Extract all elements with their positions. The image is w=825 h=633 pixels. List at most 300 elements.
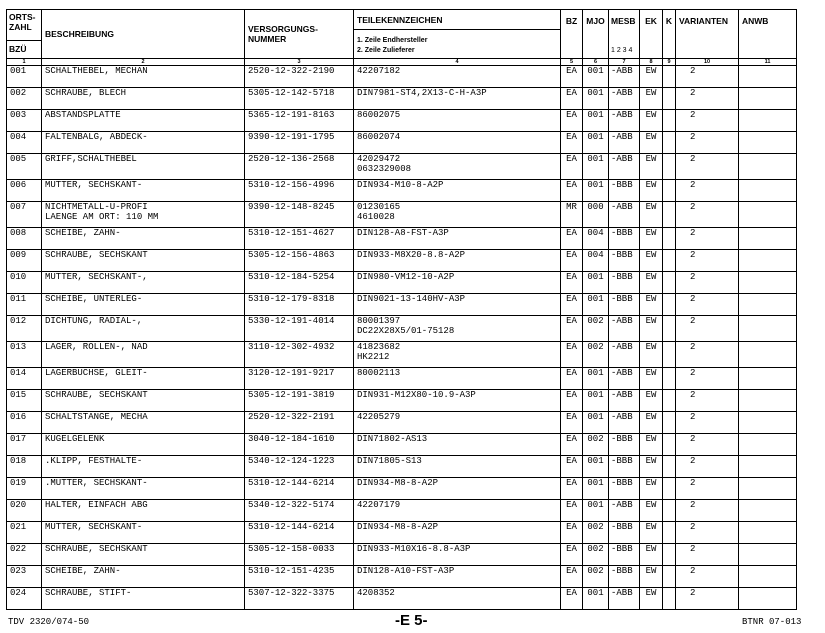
- cell-beschreibung-line: ABSTANDSPLATTE: [45, 110, 121, 120]
- cell-teilekennzeichen-line: 4610028: [357, 212, 395, 222]
- cell-anwb: [739, 110, 797, 132]
- cell-mesb: -BBB: [609, 294, 640, 316]
- cell-anwb: [739, 522, 797, 544]
- cell-varianten: 2: [676, 522, 739, 544]
- cell-beschreibung: [42, 88, 245, 110]
- cell-ortszahl: 014: [7, 368, 42, 390]
- cell-mjo: 000: [583, 202, 609, 228]
- cell-versorgungsnummer: 2520-12-136-2568: [245, 154, 354, 180]
- cell-bz: EA: [561, 588, 583, 610]
- table-row: [7, 316, 797, 342]
- column-number: 10: [676, 59, 739, 66]
- cell-k: [663, 180, 676, 202]
- cell-bz: EA: [561, 110, 583, 132]
- header-row: [7, 10, 797, 59]
- cell-beschreibung-line: SCHEIBE, ZAHN-: [45, 566, 121, 576]
- cell-ortszahl: 001: [7, 66, 42, 88]
- cell-beschreibung-line: DICHTUNG, RADIAL-,: [45, 316, 143, 326]
- cell-beschreibung: [42, 66, 245, 88]
- cell-varianten: 2: [676, 110, 739, 132]
- cell-anwb: [739, 132, 797, 154]
- cell-beschreibung-line: .MUTTER, SECHSKANT-: [45, 478, 148, 488]
- cell-varianten: 2: [676, 66, 739, 88]
- cell-k: [663, 202, 676, 228]
- cell-bz: EA: [561, 544, 583, 566]
- cell-versorgungsnummer: 9390-12-148-8245: [245, 202, 354, 228]
- table-row: [7, 294, 797, 316]
- parts-table: [6, 9, 797, 610]
- cell-teilekennzeichen: [354, 390, 561, 412]
- cell-ek: EW: [640, 180, 663, 202]
- cell-bz: EA: [561, 522, 583, 544]
- cell-k: [663, 294, 676, 316]
- cell-anwb: [739, 228, 797, 250]
- cell-anwb: [739, 434, 797, 456]
- cell-teilekennzeichen-line: 4208352: [357, 588, 395, 598]
- cell-teilekennzeichen: [354, 294, 561, 316]
- cell-teilekennzeichen: [354, 342, 561, 368]
- cell-ek: EW: [640, 66, 663, 88]
- cell-anwb: [739, 412, 797, 434]
- cell-beschreibung: [42, 294, 245, 316]
- cell-teilekennzeichen-line: DIN71802-AS13: [357, 434, 428, 444]
- cell-k: [663, 228, 676, 250]
- cell-mjo: 002: [583, 522, 609, 544]
- cell-ek: EW: [640, 272, 663, 294]
- cell-bz: EA: [561, 368, 583, 390]
- cell-teilekennzeichen: [354, 66, 561, 88]
- table-row: [7, 412, 797, 434]
- cell-bz: EA: [561, 228, 583, 250]
- table-row: [7, 434, 797, 456]
- cell-ortszahl: 022: [7, 544, 42, 566]
- cell-ek: EW: [640, 316, 663, 342]
- cell-teilekennzeichen-line: 42207179: [357, 500, 401, 510]
- cell-mesb: -ABB: [609, 132, 640, 154]
- table-row: [7, 228, 797, 250]
- header-zeile1: 1. Zeile Endhersteller: [357, 37, 428, 44]
- cell-mesb: -ABB: [609, 66, 640, 88]
- cell-k: [663, 588, 676, 610]
- cell-beschreibung-line: LAGERBUCHSE, GLEIT-: [45, 368, 148, 378]
- cell-beschreibung-line: SCHALTHEBEL, MECHAN: [45, 66, 148, 76]
- table-row: [7, 180, 797, 202]
- cell-bz: EA: [561, 478, 583, 500]
- cell-k: [663, 544, 676, 566]
- cell-teilekennzeichen-line: DIN931-M12X80-10.9-A3P: [357, 390, 476, 400]
- table-row: [7, 88, 797, 110]
- cell-teilekennzeichen-line: 01230165: [357, 202, 401, 212]
- table-row: [7, 390, 797, 412]
- cell-mesb: -ABB: [609, 412, 640, 434]
- cell-ek: EW: [640, 412, 663, 434]
- cell-teilekennzeichen: [354, 544, 561, 566]
- cell-teilekennzeichen: [354, 434, 561, 456]
- cell-ek: EW: [640, 342, 663, 368]
- cell-mesb: -BBB: [609, 522, 640, 544]
- cell-bz: EA: [561, 342, 583, 368]
- cell-teilekennzeichen-line: 41823682: [357, 342, 401, 352]
- cell-versorgungsnummer: 5307-12-322-3375: [245, 588, 354, 610]
- cell-teilekennzeichen-line: DIN933-M8X20-8.8-A2P: [357, 250, 466, 260]
- header-ek-label: EK: [645, 16, 657, 26]
- cell-mjo: 002: [583, 544, 609, 566]
- cell-varianten: 2: [676, 588, 739, 610]
- footer-document-id: TDV 2320/074-50: [8, 617, 90, 627]
- cell-beschreibung-line: SCHRAUBE, SECHSKANT: [45, 544, 148, 554]
- cell-ortszahl: 010: [7, 272, 42, 294]
- header-beschreibung-label: BESCHREIBUNG: [45, 29, 114, 39]
- cell-teilekennzeichen: [354, 272, 561, 294]
- cell-teilekennzeichen-line: DIN933-M10X16-8.8-A3P: [357, 544, 471, 554]
- table-row: [7, 250, 797, 272]
- cell-ek: EW: [640, 522, 663, 544]
- cell-mjo: 004: [583, 228, 609, 250]
- table-row: [7, 154, 797, 180]
- cell-mjo: 001: [583, 132, 609, 154]
- cell-mesb: -ABB: [609, 588, 640, 610]
- cell-ek: EW: [640, 202, 663, 228]
- cell-varianten: 2: [676, 294, 739, 316]
- cell-ek: EW: [640, 228, 663, 250]
- cell-beschreibung-line: NICHTMETALL-U-PROFI: [45, 202, 148, 212]
- header-bzo: BZÜ: [9, 44, 27, 54]
- cell-beschreibung-line: SCHRAUBE, BLECH: [45, 88, 127, 98]
- cell-ortszahl: 024: [7, 588, 42, 610]
- cell-versorgungsnummer: 5340-12-124-1223: [245, 456, 354, 478]
- cell-k: [663, 500, 676, 522]
- cell-ortszahl: 016: [7, 412, 42, 434]
- header-anwb: [739, 10, 797, 59]
- cell-varianten: 2: [676, 456, 739, 478]
- cell-teilekennzeichen-line: 86002075: [357, 110, 401, 120]
- cell-beschreibung: [42, 456, 245, 478]
- cell-mjo: 001: [583, 500, 609, 522]
- table-row: [7, 566, 797, 588]
- cell-beschreibung: [42, 272, 245, 294]
- parts-list-sheet: [6, 9, 797, 610]
- table-row: [7, 368, 797, 390]
- cell-anwb: [739, 456, 797, 478]
- cell-ortszahl: 009: [7, 250, 42, 272]
- header-anwb-label: ANWB: [742, 16, 769, 26]
- cell-ek: EW: [640, 110, 663, 132]
- cell-teilekennzeichen-line: HK2212: [357, 352, 390, 362]
- header-zeile2: 2. Zeile Zulieferer: [357, 47, 415, 54]
- cell-teilekennzeichen: [354, 316, 561, 342]
- header-teilekennzeichen: [354, 10, 561, 59]
- cell-ek: EW: [640, 154, 663, 180]
- cell-ek: EW: [640, 434, 663, 456]
- cell-ortszahl: 008: [7, 228, 42, 250]
- header-varianten: [676, 10, 739, 59]
- cell-anwb: [739, 478, 797, 500]
- cell-k: [663, 66, 676, 88]
- cell-bz: EA: [561, 390, 583, 412]
- cell-versorgungsnummer: 2520-12-322-2190: [245, 66, 354, 88]
- header-mjo: [583, 10, 609, 59]
- cell-ek: EW: [640, 88, 663, 110]
- cell-beschreibung-line: KUGELGELENK: [45, 434, 105, 444]
- cell-versorgungsnummer: 3040-12-184-1610: [245, 434, 354, 456]
- table-row: [7, 588, 797, 610]
- cell-teilekennzeichen: [354, 456, 561, 478]
- cell-ortszahl: 003: [7, 110, 42, 132]
- cell-varianten: 2: [676, 202, 739, 228]
- cell-mesb: -BBB: [609, 544, 640, 566]
- cell-beschreibung-line: FALTENBALG, ABDECK-: [45, 132, 148, 142]
- cell-teilekennzeichen: [354, 478, 561, 500]
- cell-ortszahl: 020: [7, 500, 42, 522]
- cell-bz: EA: [561, 180, 583, 202]
- cell-teilekennzeichen-line: DIN128-A8-FST-A3P: [357, 228, 449, 238]
- cell-beschreibung-line: SCHRAUBE, SECHSKANT: [45, 250, 148, 260]
- cell-ortszahl: 006: [7, 180, 42, 202]
- cell-ek: EW: [640, 132, 663, 154]
- cell-mesb: -BBB: [609, 434, 640, 456]
- header-bz: [561, 10, 583, 59]
- cell-versorgungsnummer: 5310-12-184-5254: [245, 272, 354, 294]
- cell-beschreibung: [42, 500, 245, 522]
- cell-mesb: -ABB: [609, 342, 640, 368]
- cell-k: [663, 434, 676, 456]
- column-number: 6: [583, 59, 609, 66]
- cell-teilekennzeichen: [354, 250, 561, 272]
- cell-k: [663, 110, 676, 132]
- header-mesb: [609, 10, 640, 59]
- cell-teilekennzeichen-line: 0632329008: [357, 164, 412, 174]
- column-number: 2: [42, 59, 245, 66]
- cell-mesb: -BBB: [609, 456, 640, 478]
- cell-beschreibung: [42, 154, 245, 180]
- cell-teilekennzeichen-line: DIN980-VM12-10-A2P: [357, 272, 455, 282]
- header-ortszahl-line1: ORTS-: [9, 12, 36, 22]
- cell-k: [663, 132, 676, 154]
- cell-beschreibung: [42, 132, 245, 154]
- cell-k: [663, 272, 676, 294]
- cell-beschreibung: [42, 180, 245, 202]
- cell-teilekennzeichen: [354, 180, 561, 202]
- table-row: [7, 132, 797, 154]
- cell-teilekennzeichen: [354, 228, 561, 250]
- cell-ortszahl: 005: [7, 154, 42, 180]
- cell-teilekennzeichen: [354, 522, 561, 544]
- cell-mesb: -ABB: [609, 390, 640, 412]
- header-ortszahl: [7, 10, 42, 59]
- cell-mesb: -BBB: [609, 228, 640, 250]
- cell-varianten: 2: [676, 368, 739, 390]
- column-number: 9: [663, 59, 676, 66]
- cell-teilekennzeichen-line: 42205279: [357, 412, 401, 422]
- header-versorgungs-line1: VERSORGUNGS-: [248, 24, 318, 34]
- cell-ek: EW: [640, 456, 663, 478]
- cell-versorgungsnummer: 5305-12-158-0033: [245, 544, 354, 566]
- column-number: 4: [354, 59, 561, 66]
- cell-bz: MR: [561, 202, 583, 228]
- header-varianten-label: VARIANTEN: [679, 16, 728, 26]
- cell-beschreibung-line: MUTTER, SECHSKANT-: [45, 522, 143, 532]
- cell-bz: EA: [561, 88, 583, 110]
- cell-versorgungsnummer: 5310-12-151-4627: [245, 228, 354, 250]
- cell-mesb: -ABB: [609, 110, 640, 132]
- column-number: 8: [640, 59, 663, 66]
- cell-anwb: [739, 154, 797, 180]
- cell-anwb: [739, 588, 797, 610]
- cell-versorgungsnummer: 5310-12-179-8318: [245, 294, 354, 316]
- cell-ortszahl: 017: [7, 434, 42, 456]
- cell-beschreibung: [42, 522, 245, 544]
- cell-ek: EW: [640, 250, 663, 272]
- cell-beschreibung-line: SCHEIBE, ZAHN-: [45, 228, 121, 238]
- column-number: 5: [561, 59, 583, 66]
- cell-teilekennzeichen: [354, 588, 561, 610]
- cell-k: [663, 154, 676, 180]
- cell-beschreibung-line: SCHALTSTANGE, MECHA: [45, 412, 148, 422]
- cell-varianten: 2: [676, 478, 739, 500]
- cell-mjo: 001: [583, 66, 609, 88]
- cell-anwb: [739, 316, 797, 342]
- cell-anwb: [739, 202, 797, 228]
- cell-teilekennzeichen: [354, 500, 561, 522]
- cell-teilekennzeichen-line: 42207182: [357, 66, 401, 76]
- table-row: [7, 478, 797, 500]
- cell-anwb: [739, 66, 797, 88]
- cell-mesb: -BBB: [609, 250, 640, 272]
- cell-mesb: -ABB: [609, 368, 640, 390]
- cell-teilekennzeichen: [354, 88, 561, 110]
- cell-varianten: 2: [676, 390, 739, 412]
- cell-anwb: [739, 390, 797, 412]
- cell-anwb: [739, 500, 797, 522]
- cell-beschreibung-line: LAENGE AM ORT: 110 MM: [45, 212, 159, 222]
- cell-mjo: 001: [583, 110, 609, 132]
- cell-varianten: 2: [676, 316, 739, 342]
- cell-bz: EA: [561, 500, 583, 522]
- header-k-label: K: [665, 16, 673, 26]
- cell-mesb: -BBB: [609, 478, 640, 500]
- cell-ortszahl: 011: [7, 294, 42, 316]
- cell-teilekennzeichen-line: DIN71805-S13: [357, 456, 422, 466]
- cell-beschreibung: [42, 250, 245, 272]
- cell-k: [663, 566, 676, 588]
- cell-beschreibung: [42, 342, 245, 368]
- cell-beschreibung: [42, 316, 245, 342]
- cell-varianten: 2: [676, 88, 739, 110]
- cell-ek: EW: [640, 478, 663, 500]
- cell-bz: EA: [561, 566, 583, 588]
- column-number-row: [7, 59, 797, 66]
- cell-versorgungsnummer: 5310-12-156-4996: [245, 180, 354, 202]
- cell-teilekennzeichen: [354, 110, 561, 132]
- cell-ortszahl: 013: [7, 342, 42, 368]
- cell-mjo: 001: [583, 368, 609, 390]
- cell-bz: EA: [561, 66, 583, 88]
- cell-versorgungsnummer: 5340-12-322-5174: [245, 500, 354, 522]
- cell-versorgungsnummer: 5310-12-144-6214: [245, 478, 354, 500]
- table-row: [7, 272, 797, 294]
- cell-teilekennzeichen-line: DIN9021-13-140HV-A3P: [357, 294, 466, 304]
- header-teilekennzeichen-divider: [354, 29, 560, 30]
- cell-ortszahl: 004: [7, 132, 42, 154]
- cell-beschreibung: [42, 110, 245, 132]
- cell-mjo: 001: [583, 456, 609, 478]
- cell-varianten: 2: [676, 434, 739, 456]
- header-mesb-label: MESB: [611, 16, 636, 26]
- cell-versorgungsnummer: 5305-12-156-4863: [245, 250, 354, 272]
- cell-teilekennzeichen: [354, 412, 561, 434]
- cell-versorgungsnummer: 5305-12-191-3819: [245, 390, 354, 412]
- header-ek: [640, 10, 663, 59]
- column-number: 1: [7, 59, 42, 66]
- cell-bz: EA: [561, 272, 583, 294]
- cell-teilekennzeichen-line: DIN934-M10-8-A2P: [357, 180, 444, 190]
- cell-k: [663, 368, 676, 390]
- cell-k: [663, 522, 676, 544]
- cell-beschreibung: [42, 544, 245, 566]
- cell-ek: EW: [640, 566, 663, 588]
- cell-mesb: -ABB: [609, 202, 640, 228]
- cell-teilekennzeichen-line: DC22X28X5/01-75128: [357, 326, 455, 336]
- cell-bz: EA: [561, 316, 583, 342]
- cell-versorgungsnummer: 5365-12-191-8163: [245, 110, 354, 132]
- cell-teilekennzeichen-line: DIN128-A10-FST-A3P: [357, 566, 455, 576]
- cell-ortszahl: 012: [7, 316, 42, 342]
- cell-mesb: -ABB: [609, 88, 640, 110]
- header-versorgungs-line2: NUMMER: [248, 34, 287, 44]
- cell-ek: EW: [640, 500, 663, 522]
- cell-k: [663, 478, 676, 500]
- cell-mjo: 002: [583, 316, 609, 342]
- cell-beschreibung: [42, 412, 245, 434]
- cell-varianten: 2: [676, 566, 739, 588]
- cell-mesb: -ABB: [609, 154, 640, 180]
- cell-beschreibung-line: HALTER, EINFACH ABG: [45, 500, 148, 510]
- cell-beschreibung: [42, 478, 245, 500]
- header-beschreibung: [42, 10, 245, 59]
- cell-versorgungsnummer: 5330-12-191-4014: [245, 316, 354, 342]
- table-row: [7, 522, 797, 544]
- cell-teilekennzeichen-line: DIN7981-ST4,2X13-C-H-A3P: [357, 88, 487, 98]
- cell-teilekennzeichen-line: 80001397: [357, 316, 401, 326]
- header-divider: [7, 40, 41, 41]
- column-number: 3: [245, 59, 354, 66]
- table-row: [7, 500, 797, 522]
- header-mesb-sub: 1 2 3 4: [611, 47, 633, 54]
- cell-k: [663, 456, 676, 478]
- cell-ek: EW: [640, 390, 663, 412]
- cell-anwb: [739, 342, 797, 368]
- cell-mesb: -BBB: [609, 566, 640, 588]
- cell-varianten: 2: [676, 250, 739, 272]
- cell-k: [663, 390, 676, 412]
- header-versorgungsnummer: [245, 10, 354, 59]
- cell-beschreibung: [42, 434, 245, 456]
- cell-versorgungsnummer: 5310-12-144-6214: [245, 522, 354, 544]
- cell-beschreibung-line: LAGER, ROLLEN-, NAD: [45, 342, 148, 352]
- cell-ortszahl: 021: [7, 522, 42, 544]
- header-ortszahl-line2: ZAHL: [9, 22, 32, 32]
- cell-mjo: 001: [583, 588, 609, 610]
- cell-anwb: [739, 294, 797, 316]
- cell-bz: EA: [561, 250, 583, 272]
- cell-versorgungsnummer: 2520-12-322-2191: [245, 412, 354, 434]
- cell-ek: EW: [640, 544, 663, 566]
- cell-varianten: 2: [676, 500, 739, 522]
- cell-mesb: -BBB: [609, 272, 640, 294]
- cell-mjo: 001: [583, 154, 609, 180]
- cell-mjo: 002: [583, 342, 609, 368]
- cell-mjo: 002: [583, 566, 609, 588]
